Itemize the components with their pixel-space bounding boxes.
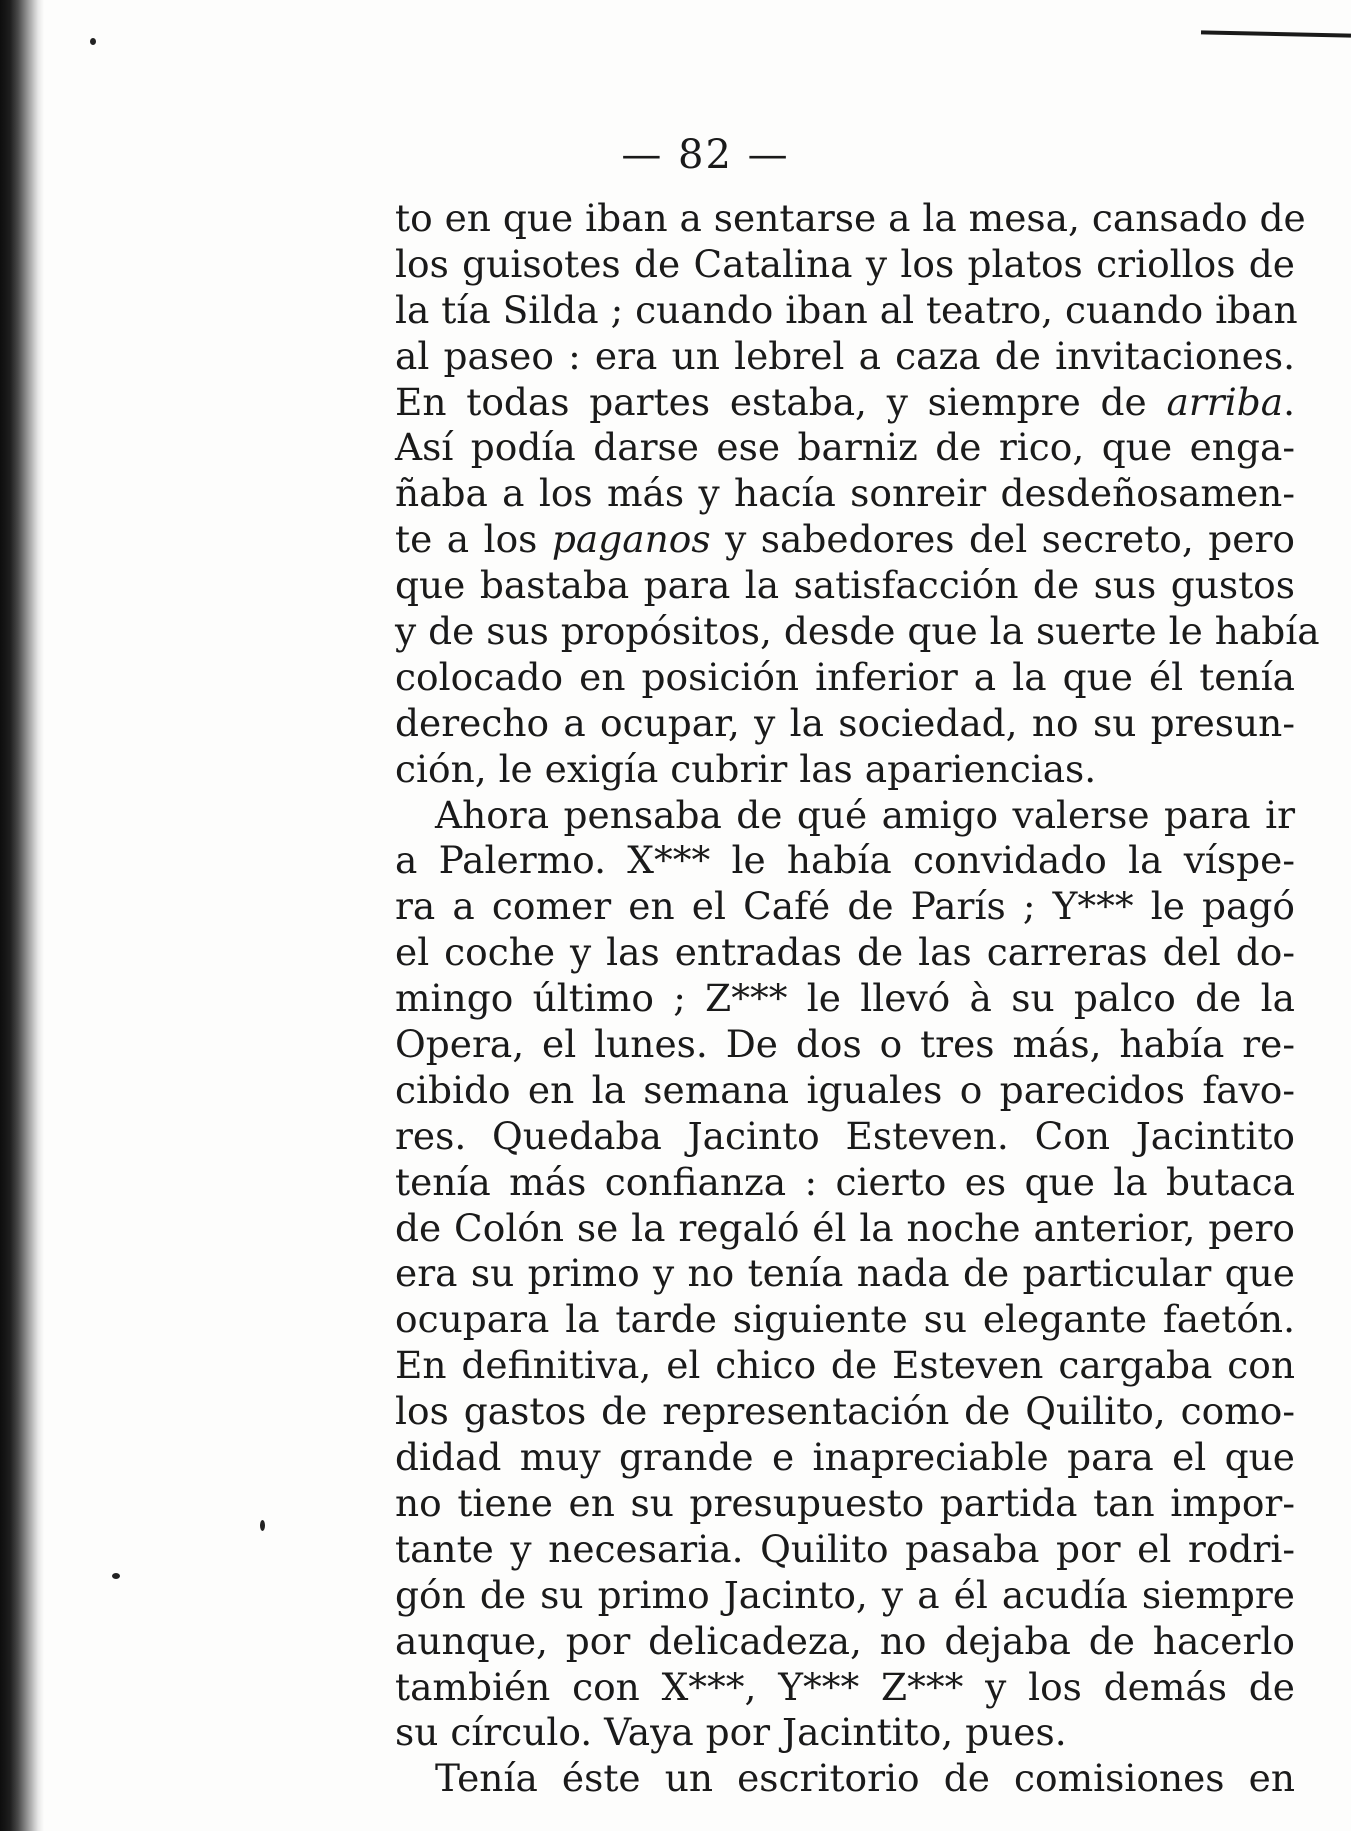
text-line: a Palermo. X*** le había convidado la víspe- [395,838,1295,883]
text-line: Opera, el lunes. De dos o tres más, había re- [395,1022,1295,1067]
text-line: ra a comer en el Café de París ; Y*** le pagó [395,884,1295,929]
text-segment: En todas partes estaba, y siempre de [395,379,1167,424]
text-line: era su primo y no tenía nada de particular que [395,1251,1295,1296]
text-line: también con X***, Y*** Z*** y los demás de [395,1664,1295,1709]
text-line: al paseo : era un lebrel a caza de invitaciones. [395,333,1295,378]
text-line: derecho a ocupar, y la sociedad, no su presun- [395,700,1295,745]
text-line: no tiene en su presupuesto partida tan impor- [395,1480,1295,1525]
text-line: res. Quedaba Jacinto Esteven. Con Jacintito [395,1113,1295,1158]
text-line: los gastos de representación de Quilito, como- [395,1389,1295,1434]
text-line: mingo último ; Z*** le llevó à su palco de la [395,976,1295,1021]
text-line: Así podía darse ese barniz de rico, que enga- [395,425,1295,470]
text-line: Tenía éste un escritorio de comisiones en [435,1756,1295,1801]
text-line: aunque, por delicadeza, no dejaba de hacerlo [395,1618,1295,1663]
binding-edge [0,0,44,1831]
text-segment: y sabedores del secreto, pero [710,517,1295,562]
text-segment: . [1283,379,1295,424]
text-line: ñaba a los más y hacía sonreir desdeñosamen- [395,471,1295,516]
page-number: — 82 — [621,132,790,178]
text-line: Ahora pensaba de qué amigo valerse para ir [435,792,1295,837]
text-line [395,517,1295,563]
scan-speck [260,1520,265,1531]
text-line: tante y necesaria. Quilito pasaba por el rodri- [395,1526,1295,1571]
text-line: ción, le exigía cubrir las apariencias. [395,746,1097,791]
text-line: tenía más confianza : cierto es que la butaca [395,1159,1295,1204]
text-line: colocado en posición inferior a la que él tenía [395,654,1295,699]
text-line: que bastaba para la satisfacción de sus gustos [395,563,1295,608]
text-segment: te a los [395,517,552,562]
italic-word: paganos [551,517,711,562]
text-line: to en que iban a sentarse a la mesa, cansado de [395,196,1306,240]
italic-word: arriba [1166,379,1284,424]
text-line: la tía Silda ; cuando iban al teatro, cuando iban [395,287,1298,332]
text-line: didad muy grande e inapreciable para el que [395,1435,1295,1480]
text-line: los guisotes de Catalina y los platos criollos de [395,241,1295,286]
body-text [395,196,1320,1802]
text-line: cibido en la semana iguales o parecidos favo- [395,1067,1295,1112]
text-line: ocupara la tarde siguiente su elegante faetón. [395,1297,1295,1342]
text-line: el coche y las entradas de las carreras del do- [395,930,1295,975]
text-line [395,380,1295,426]
scan-speck [112,1573,120,1579]
corner-rule [1201,30,1351,37]
text-line: gón de su primo Jacinto, y a él acudía siempre [395,1572,1295,1617]
text-line: y de sus propósitos, desde que la suerte le había [395,609,1320,654]
text-line: su círculo. Vaya por Jacintito, pues. [395,1710,1067,1755]
text-line: de Colón se la regaló él la noche anterior, pero [395,1205,1295,1250]
scan-speck [90,38,96,45]
text-line: En definitiva, el chico de Esteven cargaba con [395,1343,1295,1388]
